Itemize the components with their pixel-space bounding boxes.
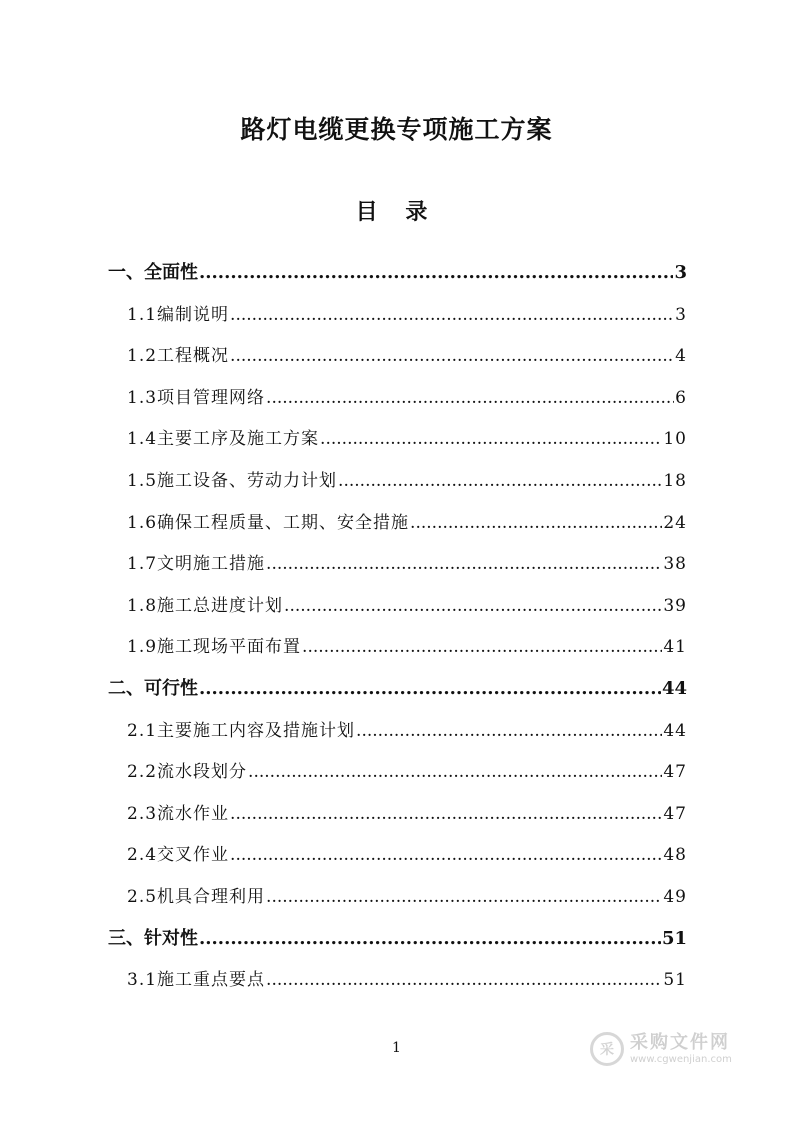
- toc-entry-page: 44: [663, 720, 687, 741]
- toc-entry-page: 51: [663, 970, 687, 991]
- toc-entry[interactable]: [108, 675, 687, 703]
- page-number: 1: [392, 1040, 401, 1056]
- toc-entry-page: 41: [663, 637, 687, 658]
- toc-heading: 目 录: [355, 199, 438, 225]
- toc-entry-page: 10: [663, 429, 687, 450]
- toc-dot-leader: [199, 925, 661, 953]
- toc-entry[interactable]: [127, 550, 687, 578]
- toc-dot-leader: [230, 342, 674, 370]
- toc-dot-leader: [248, 758, 662, 786]
- toc-dot-leader: [284, 592, 662, 620]
- toc-entry[interactable]: [108, 259, 687, 287]
- toc-entry-page: 38: [663, 554, 687, 575]
- toc-entry-label: 1.5施工设备、劳动力计划: [127, 471, 338, 491]
- toc-entry-label: 1.8施工总进度计划: [127, 595, 284, 616]
- toc-entry[interactable]: [127, 758, 687, 786]
- toc-entry[interactable]: [127, 717, 687, 745]
- toc-entry-page: 48: [663, 845, 687, 866]
- toc-entry[interactable]: [127, 800, 687, 828]
- toc-entry-page: 51: [661, 927, 687, 949]
- toc-entry-label: 三、针对性: [108, 927, 198, 949]
- toc-entry-label: 1.3项目管理网络: [127, 387, 266, 408]
- toc-dot-leader: [320, 425, 662, 453]
- toc-dot-leader: [266, 550, 662, 578]
- toc-dot-leader: [266, 966, 662, 994]
- toc-entry-label: 二、可行性: [108, 678, 198, 699]
- toc-entry[interactable]: [127, 425, 687, 453]
- toc-dot-leader: [230, 800, 662, 828]
- toc-dot-leader: [199, 259, 673, 287]
- toc-entry-label: 1.1编制说明: [127, 304, 230, 325]
- toc-entry-page: 49: [663, 887, 687, 907]
- toc-entry-label: 2.4交叉作业: [127, 845, 230, 866]
- toc-entry-page: 18: [663, 471, 687, 491]
- watermark-logo-icon: 采: [590, 1032, 624, 1066]
- toc-dot-leader: [356, 717, 662, 745]
- watermark: [590, 1027, 760, 1071]
- toc-dot-leader: [266, 384, 674, 412]
- toc-entry[interactable]: [127, 966, 687, 994]
- toc-entry-label: 3.1施工重点要点: [127, 970, 266, 991]
- toc-entry-label: 1.6确保工程质量、工期、安全措施: [127, 512, 410, 533]
- toc-dot-leader: [266, 883, 662, 911]
- toc-entry[interactable]: [127, 509, 687, 537]
- toc-entry[interactable]: [127, 633, 687, 661]
- toc-entry-label: 一、全面性: [108, 262, 198, 283]
- toc-entry-page: 47: [663, 762, 687, 783]
- toc-entry-page: 3: [674, 262, 687, 283]
- toc-entry-label: 2.3流水作业: [127, 803, 230, 824]
- toc-dot-leader: [199, 675, 661, 703]
- toc-dot-leader: [230, 301, 674, 329]
- toc-entry[interactable]: [127, 841, 687, 869]
- toc-entry-page: 47: [663, 803, 687, 824]
- document-title: 路灯电缆更换专项施工方案: [240, 115, 553, 144]
- toc-dot-leader: [302, 633, 662, 661]
- toc-entry-label: 2.5机具合理利用: [127, 887, 266, 907]
- toc-entry-page: 4: [675, 346, 687, 367]
- toc-entry-label: 1.9施工现场平面布置: [127, 637, 302, 658]
- toc-entry-label: 1.7文明施工措施: [127, 554, 266, 575]
- toc-entry[interactable]: [127, 592, 687, 620]
- toc-dot-leader: [338, 467, 662, 495]
- toc-entry[interactable]: [127, 301, 687, 329]
- toc-entry[interactable]: [127, 467, 687, 495]
- toc-entry[interactable]: [127, 384, 687, 412]
- toc-dot-leader: [230, 841, 662, 869]
- watermark-name: 采购文件网: [630, 1032, 730, 1053]
- toc-entry-label: 2.1主要施工内容及措施计划: [127, 720, 356, 741]
- toc-entry-page: 39: [663, 595, 687, 616]
- toc-entry-label: 1.2工程概况: [127, 346, 230, 367]
- toc-entry-page: 6: [675, 387, 687, 408]
- toc-entry[interactable]: [127, 883, 687, 911]
- toc-entry-page: 44: [661, 678, 687, 699]
- toc-entry-page: 24: [663, 512, 687, 533]
- watermark-url: www.cgwenjian.com: [630, 1054, 732, 1065]
- toc-dot-leader: [410, 509, 662, 537]
- toc-entry[interactable]: [108, 925, 687, 953]
- toc-entry-page: 3: [675, 304, 687, 325]
- toc-entry[interactable]: [127, 342, 687, 370]
- toc-entry-label: 1.4主要工序及施工方案: [127, 429, 320, 450]
- toc-entry-label: 2.2流水段划分: [127, 762, 248, 783]
